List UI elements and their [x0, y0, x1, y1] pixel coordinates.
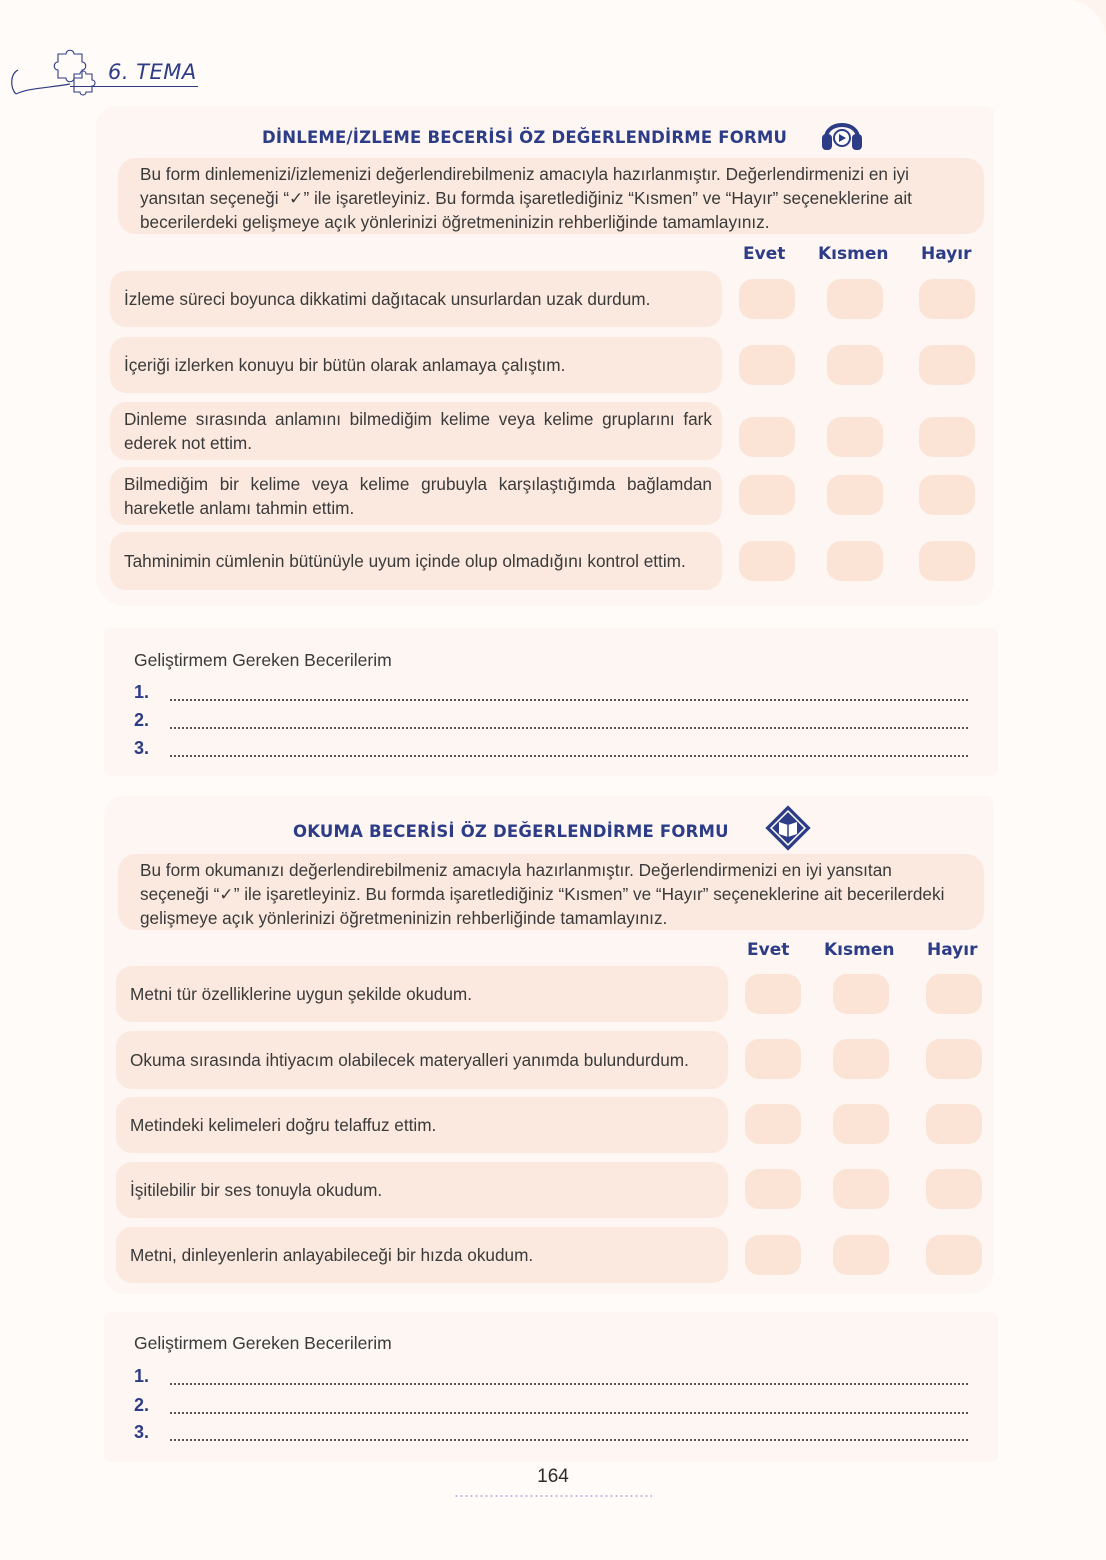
answer-box-evet[interactable]	[745, 1169, 801, 1209]
listening-form-title: DİNLEME/İZLEME BECERİSİ ÖZ DEĞERLENDİRME FORMU	[262, 128, 788, 147]
listening-item: İçeriği izlerken konuyu bir bütün olarak anlamaya çalıştım.	[110, 337, 722, 393]
answer-box-evet[interactable]	[739, 475, 795, 515]
answer-box-hayir[interactable]	[926, 974, 982, 1014]
answer-box-evet[interactable]	[745, 974, 801, 1014]
listening-item: Bilmediğim bir kelime veya kelime grubuyla karşılaştığımda bağlamdan hareketle anlamı tahmin ettim.	[110, 467, 722, 525]
reading-form-intro: Bu form okumanızı değerlendirebilmeniz amacıyla hazırlanmıştır. Değerlendirmenizi en iyi yansıtan seçeneği “✓” ile işaretleyiniz. Bu formda işaretlediğiniz “Kısmen” ve “Hayır” seçeneklerine ait becerilerdeki gelişmeye açık yönlerinizi öğretmeninizin rehberliğinde tamamlayınız.	[118, 854, 984, 930]
development-line[interactable]: 3.	[134, 738, 968, 762]
development-title: Geliştirmem Gereken Becerilerim	[134, 650, 392, 670]
page-number-ornament	[454, 1494, 652, 1498]
reading-item: Metindeki kelimeleri doğru telaffuz ettim.	[116, 1097, 728, 1153]
listening-form-intro: Bu form dinlemenizi/izlemenizi değerlendirebilmeniz amacıyla hazırlanmıştır. Değerlendirmenizi en iyi yansıtan seçeneği “✓” ile işaretleyiniz. Bu formda işaretlediğiniz “Kısmen” ve “Hayır” seçeneklerine ait becerilerdeki gelişmeye açık yönlerinizi öğretmeninizin rehberliğinde tamamlayınız.	[118, 158, 984, 234]
answer-box-kismen[interactable]	[827, 541, 883, 581]
headphones-icon	[818, 110, 866, 154]
theme-underline	[70, 86, 198, 87]
answer-box-hayir[interactable]	[926, 1039, 982, 1079]
answer-box-kismen[interactable]	[827, 475, 883, 515]
page-number: 164	[537, 1466, 569, 1487]
answer-box-kismen[interactable]	[827, 279, 883, 319]
reading-col-kismen: Kısmen	[824, 940, 895, 960]
development-line[interactable]: 1.	[134, 682, 968, 706]
answer-box-hayir[interactable]	[919, 345, 975, 385]
answer-box-hayir[interactable]	[926, 1104, 982, 1144]
answer-box-evet[interactable]	[745, 1235, 801, 1275]
theme-title: 6. TEMA	[108, 60, 197, 84]
listening-col-kismen: Kısmen	[818, 244, 889, 264]
reading-item: Okuma sırasında ihtiyacım olabilecek materyalleri yanımda bulundurdum.	[116, 1031, 728, 1089]
answer-box-hayir[interactable]	[919, 279, 975, 319]
reading-col-hayir: Hayır	[927, 940, 978, 960]
reading-form-title: OKUMA BECERİSİ ÖZ DEĞERLENDİRME FORMU	[293, 822, 729, 841]
listening-item: Dinleme sırasında anlamını bilmediğim kelime veya kelime gruplarını fark ederek not ettim.	[110, 402, 722, 460]
reading-item: Metni tür özelliklerine uygun şekilde okudum.	[116, 966, 728, 1022]
reading-item: Metni, dinleyenlerin anlayabileceği bir hızda okudum.	[116, 1227, 728, 1283]
development-title: Geliştirmem Gereken Becerilerim	[134, 1333, 392, 1353]
answer-box-hayir[interactable]	[926, 1169, 982, 1209]
listening-col-hayir: Hayır	[921, 244, 972, 264]
answer-box-hayir[interactable]	[919, 417, 975, 457]
development-line[interactable]: 3.	[134, 1422, 968, 1446]
listening-col-evet: Evet	[743, 244, 786, 264]
reading-item: İşitilebilir bir ses tonuyla okudum.	[116, 1162, 728, 1218]
answer-box-kismen[interactable]	[827, 345, 883, 385]
answer-box-kismen[interactable]	[833, 974, 889, 1014]
reading-col-evet: Evet	[747, 940, 790, 960]
answer-box-kismen[interactable]	[833, 1235, 889, 1275]
answer-box-kismen[interactable]	[833, 1039, 889, 1079]
listening-item: İzleme süreci boyunca dikkatimi dağıtacak unsurlardan uzak durdum.	[110, 271, 722, 327]
answer-box-evet[interactable]	[739, 417, 795, 457]
development-line[interactable]: 1.	[134, 1366, 968, 1390]
listening-item: Tahminimin cümlenin bütünüyle uyum içinde olup olmadığını kontrol ettim.	[110, 532, 722, 590]
answer-box-hayir[interactable]	[919, 541, 975, 581]
answer-box-evet[interactable]	[739, 279, 795, 319]
answer-box-hayir[interactable]	[919, 475, 975, 515]
development-line[interactable]: 2.	[134, 1395, 968, 1419]
answer-box-evet[interactable]	[745, 1104, 801, 1144]
answer-box-kismen[interactable]	[827, 417, 883, 457]
development-line[interactable]: 2.	[134, 710, 968, 734]
answer-box-kismen[interactable]	[833, 1104, 889, 1144]
answer-box-kismen[interactable]	[833, 1169, 889, 1209]
answer-box-hayir[interactable]	[926, 1235, 982, 1275]
answer-box-evet[interactable]	[739, 541, 795, 581]
answer-box-evet[interactable]	[745, 1039, 801, 1079]
book-icon	[764, 804, 812, 852]
answer-box-evet[interactable]	[739, 345, 795, 385]
